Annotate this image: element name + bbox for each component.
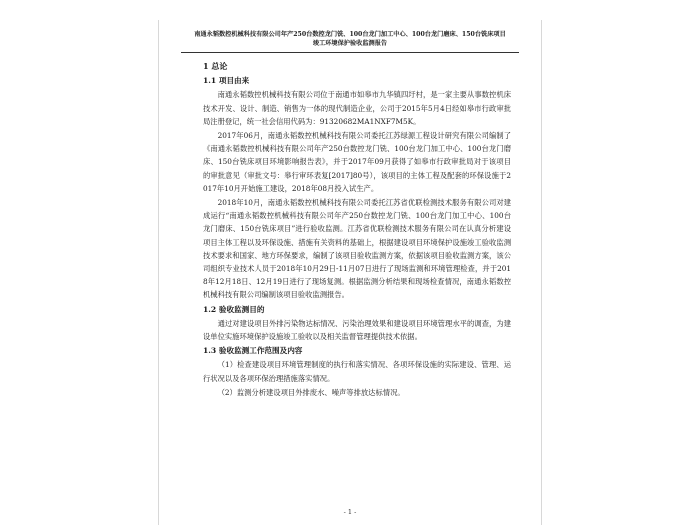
paragraph-eia-history: 2017年06月，南通永韬数控机械科技有限公司委托江苏绿源工程设计研究有限公司编制了《南通永韬数控机械科技有限公司年产250台数控龙门铣、100台龙门加工中心、100台龙门磨床、150台铣床项目环境影响报告表》，并于2017年09月获得了如皋市行政审批局对于该项目的审批意见（审批文号：皋行审环表复[2017]80号），该项目的主体工程及配套的环保设施于2017年10月开始施工建设，2018年08月投入试生产。 [203, 131, 511, 193]
paragraph-scope-2: （2）监测分析建设项目外排废水、噪声等排放达标情况。 [217, 387, 405, 397]
section-heading-1-1: 1.1 项目由来 [203, 76, 250, 86]
section-heading-1: 1 总论 [203, 61, 228, 71]
running-header [181, 30, 519, 48]
paragraph-monitoring-process: 2018年10月，南通永韬数控机械科技有限公司委托江苏省优联检测技术服务有限公司对建成运行“南通永韬数控机械科技有限公司年产250台数控龙门铣、100台龙门加工中心、100台龙门磨床、150台铣床项目”进行验收监测。江苏省优联检测技术服务有限公司在认真分析建设项目主体工程以及环保设施、措施有关资料的基础上，根据建设项目环境保护设施竣工验收监测技术要求和国家、地方环保要求，编制了该项目验收监测方案，依据该项目验收监测方案，该公司组织专业技术人员于2018年10月29日-11月07日进行了现场监测和环境管理检查，并于2018年12月18日、12月19日进行了现场复测。根据监测分析结果和现场检查情况，南通永韬数控机械科技有限公司编制该项目验收监测报告。 [203, 198, 511, 300]
document-page [158, 20, 542, 525]
header-divider [181, 52, 519, 53]
page-number: - 1 - [343, 508, 357, 516]
paragraph-company-intro: 南通永韬数控机械科技有限公司位于南通市如皋市九华镇四圩村，是一家主要从事数控机床技术开发、设计、制造、销售为一体的现代制造企业，公司于2015年5月4日经如皋市行政审批局注册登记，统一社会信用代码为：91320682MA1NXF7M5K。 [203, 90, 511, 126]
header-title-line1: 南通永韬数控机械科技有限公司年产250台数控龙门铣、100台龙门加工中心、100台龙门磨床、150台铣床项目 [194, 31, 506, 38]
section-heading-1-3: 1.3 验收监测工作范围及内容 [203, 346, 303, 356]
document-body [203, 58, 511, 400]
section-heading-1-2: 1.2 验收监测目的 [203, 304, 265, 314]
paragraph-scope-1: （1）检查建设项目环境管理制度的执行和落实情况、各项环保设施的实际建设、管理、运行状况以及各项环保治理措施落实情况。 [203, 360, 511, 383]
paragraph-purpose: 通过对建设项目外排污染物达标情况、污染治理效果和建设项目环境管理水平的调查，为建设单位实施环境保护设施竣工验收以及相关监督管理提供技术依据。 [203, 318, 511, 342]
header-title-line2: 竣工环境保护验收监测报告 [312, 40, 388, 47]
